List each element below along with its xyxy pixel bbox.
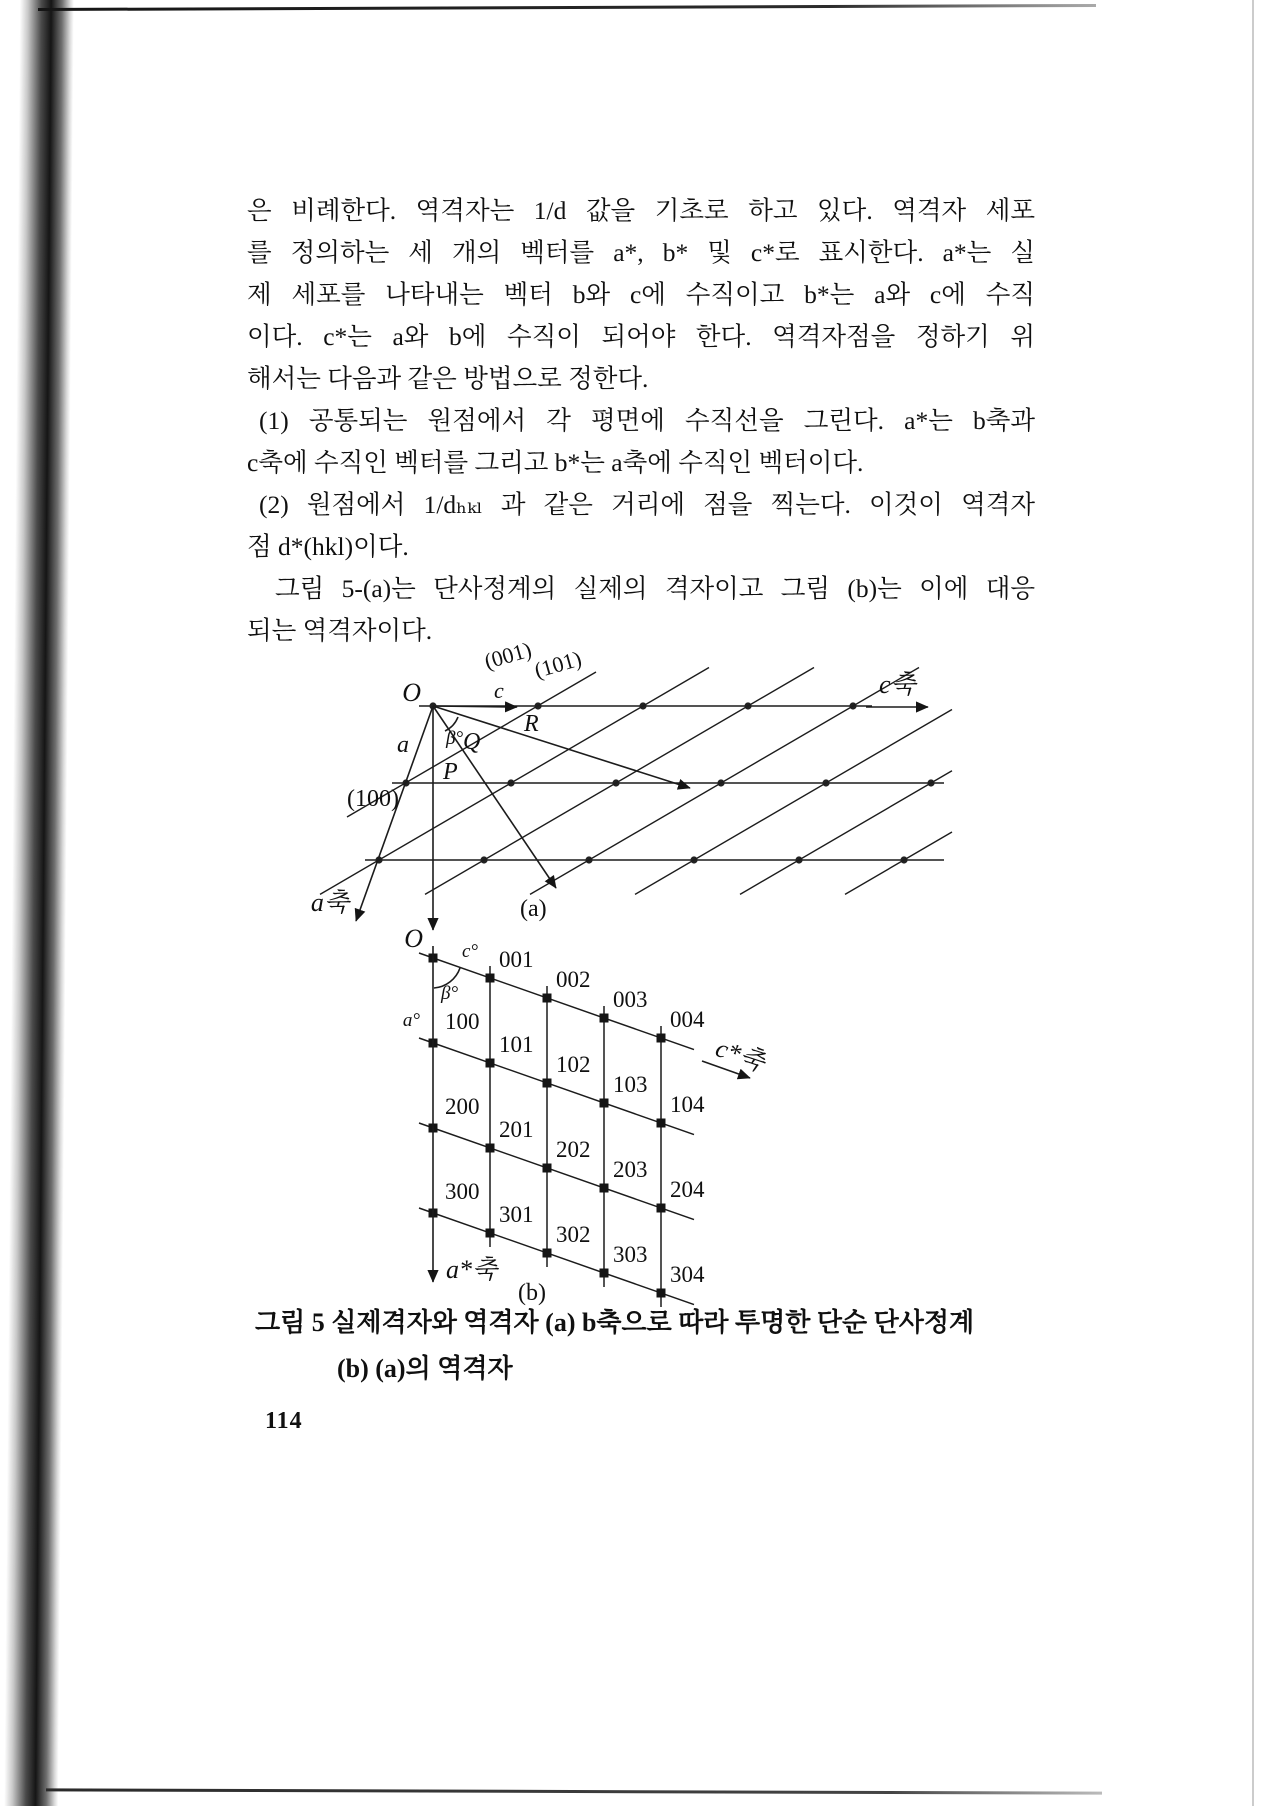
vector-a-label: a <box>397 732 409 758</box>
reciprocal-point-label: 203 <box>613 1157 648 1182</box>
panel-b-label: (b) <box>518 1280 546 1306</box>
reciprocal-point-label: 303 <box>613 1242 648 1267</box>
reciprocal-point-label: 004 <box>670 1007 705 1032</box>
body-line: c축에 수직인 벡터를 그리고 b*는 a축에 수직인 벡터이다. <box>247 448 864 477</box>
page-number: 114 <box>265 1408 303 1434</box>
axis-cstar-label: c*축 <box>712 1033 769 1077</box>
reciprocal-point-label: 202 <box>556 1137 591 1162</box>
lattice-diagonal-line <box>635 710 952 895</box>
figure-5-diagram <box>300 636 980 1320</box>
figure-caption-line2: (b) (a)의 역격자 <box>337 1354 513 1383</box>
reciprocal-lattice-point <box>600 1184 609 1193</box>
reciprocal-lattice-point <box>657 1034 666 1043</box>
axis-astar-label: a*축 <box>446 1255 498 1284</box>
reciprocal-point-label: 204 <box>670 1177 705 1202</box>
reciprocal-lattice-point <box>486 1059 495 1068</box>
body-line: 되는 역격자이다. <box>247 616 433 645</box>
figure-caption-line1: 그림 5 실제격자와 역격자 (a) b축으로 따라 투명한 단순 단사정계 <box>255 1308 975 1337</box>
reciprocal-lattice-point <box>486 1229 495 1238</box>
reciprocal-point-label: 002 <box>556 967 591 992</box>
real-lattice-axes <box>356 706 928 930</box>
reciprocal-lattice-point <box>486 1144 495 1153</box>
panel-a-label: (a) <box>520 896 547 922</box>
reciprocal-lattice-point <box>657 1204 666 1213</box>
reciprocal-lattice <box>419 947 705 1307</box>
unit-c-label: c° <box>462 941 479 962</box>
reciprocal-lattice-point <box>600 1099 609 1108</box>
beta-angle-label-a: β° <box>446 728 464 749</box>
vector-c-label: c <box>494 678 504 703</box>
page-top-edge <box>38 4 1096 11</box>
reciprocal-point-label: 100 <box>445 1009 480 1034</box>
reciprocal-point-label: 102 <box>556 1052 591 1077</box>
body-line: (1) 공통되는 원점에서 각 평면에 수직선을 그린다. a*는 b축과 <box>259 406 1035 435</box>
reciprocal-point-label: 003 <box>613 987 648 1012</box>
reciprocal-point-label: 304 <box>670 1262 705 1287</box>
reciprocal-point-label: 101 <box>499 1032 534 1057</box>
plane-100-label: (100) <box>347 786 399 812</box>
vector-c-arrow <box>433 706 517 707</box>
reciprocal-point-label: 301 <box>499 1202 534 1227</box>
lattice-diagonal-line <box>740 771 952 895</box>
reciprocal-lattice-point <box>543 994 552 1003</box>
body-line: (2) 원점에서 1/dₕₖₗ 과 같은 거리에 점을 찍는다. 이것이 역격자 <box>259 490 1035 519</box>
unit-a-label: a° <box>402 1010 420 1031</box>
origin-label-b: O <box>404 924 423 953</box>
reciprocal-lattice-point <box>543 1164 552 1173</box>
reciprocal-point-label: 001 <box>499 947 534 972</box>
reciprocal-point-label: 201 <box>499 1117 534 1142</box>
body-line: 그림 5-(a)는 단사정계의 실제의 격자이고 그림 (b)는 이에 대응 <box>275 574 1035 603</box>
point-p-label: P <box>443 759 458 785</box>
axis-a-arrow <box>356 706 433 921</box>
reciprocal-point-label: 302 <box>556 1222 591 1247</box>
reciprocal-lattice-point <box>600 1269 609 1278</box>
book-spine-shadow <box>4 0 74 1806</box>
point-q-label: Q <box>463 729 481 755</box>
body-line: 를 정의하는 세 개의 벡터를 a*, b* 및 c*로 표시한다. a*는 실 <box>247 238 1035 267</box>
body-text <box>247 190 1035 652</box>
reciprocal-point-label: 103 <box>613 1072 648 1097</box>
reciprocal-lattice-point <box>657 1289 666 1298</box>
reciprocal-lattice-point <box>600 1014 609 1023</box>
figure-caption <box>255 1302 1035 1385</box>
reciprocal-lattice-point <box>486 974 495 983</box>
reciprocal-point-label: 300 <box>445 1179 480 1204</box>
axis-c-label: c축 <box>879 670 916 699</box>
page-bottom-edge <box>46 1788 1102 1794</box>
reciprocal-point-label: 200 <box>445 1094 480 1119</box>
beta-angle-label-b: β° <box>441 983 459 1004</box>
axis-a-label: a축 <box>310 888 349 917</box>
page-right-edge <box>1252 0 1254 1806</box>
point-r-label: R <box>524 711 539 737</box>
body-line: 점 d*(hkl)이다. <box>247 532 409 561</box>
reciprocal-lattice-point <box>657 1119 666 1128</box>
lattice-diagonal-line <box>845 832 952 894</box>
reciprocal-lattice-point <box>543 1079 552 1088</box>
origin-label-a: O <box>402 678 421 707</box>
body-line: 제 세포를 나타내는 벡터 b와 c에 수직이고 b*는 a와 c에 수직 <box>247 280 1035 309</box>
plane-001-label: (001) <box>481 636 535 674</box>
body-line: 해서는 다음과 같은 방법으로 정한다. <box>247 364 649 393</box>
body-line: 이다. c*는 a와 b에 수직이 되어야 한다. 역격자점을 정하기 위 <box>247 322 1035 351</box>
reciprocal-lattice-point <box>543 1249 552 1258</box>
reciprocal-point-label: 104 <box>670 1092 705 1117</box>
body-line: 은 비례한다. 역격자는 1/d 값을 기초로 하고 있다. 역격자 세포 <box>247 196 1035 225</box>
plane-101-label: (101) <box>531 645 585 683</box>
